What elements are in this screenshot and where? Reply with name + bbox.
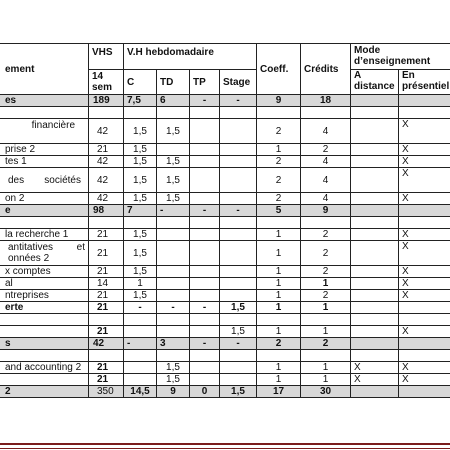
empty-cell bbox=[301, 314, 351, 326]
module-row bbox=[0, 290, 450, 302]
tp-cell bbox=[190, 119, 220, 144]
stage-cell: - bbox=[220, 338, 257, 350]
td-cell bbox=[157, 290, 190, 302]
credits-cell: 2 bbox=[301, 241, 351, 266]
credits-cell: 1 bbox=[301, 278, 351, 290]
td-cell bbox=[157, 326, 190, 338]
spacer-row bbox=[0, 217, 450, 229]
credits-cell: 2 bbox=[301, 144, 351, 156]
stage-cell bbox=[220, 229, 257, 241]
empty-cell bbox=[0, 107, 89, 119]
td-cell bbox=[157, 266, 190, 278]
c-cell bbox=[124, 362, 157, 374]
c-cell: 1,5 bbox=[124, 144, 157, 156]
coeff-cell: 1 bbox=[257, 362, 301, 374]
empty-cell bbox=[0, 350, 89, 362]
module-row bbox=[0, 193, 450, 205]
coeff-cell: 1 bbox=[257, 302, 301, 314]
module-label-line: antitatives et bbox=[8, 242, 85, 253]
module-label-line: onnées 2 bbox=[8, 253, 50, 264]
module-label bbox=[0, 326, 89, 338]
en-presentiel-cell: X bbox=[399, 290, 450, 302]
td-header: TD bbox=[157, 70, 190, 95]
stage-cell bbox=[220, 168, 257, 193]
mode-header: Mode d’enseignement bbox=[351, 44, 450, 70]
module-label: la recherche 1 bbox=[0, 229, 89, 241]
vhs-cell: 42 bbox=[89, 119, 124, 144]
empty-cell bbox=[220, 107, 257, 119]
stage-cell bbox=[220, 193, 257, 205]
coeff-cell: 1 bbox=[257, 374, 301, 386]
empty-cell bbox=[351, 107, 399, 119]
c-header: C bbox=[124, 70, 157, 95]
module-label-line: financière bbox=[31, 120, 75, 131]
tp-cell bbox=[190, 229, 220, 241]
empty-cell bbox=[301, 350, 351, 362]
module-row bbox=[0, 362, 450, 374]
c-cell: 1,5 bbox=[124, 119, 157, 144]
c-cell: 1,5 bbox=[124, 241, 157, 266]
spacer-row bbox=[0, 314, 450, 326]
a-distance-cell bbox=[351, 156, 399, 168]
stage-cell bbox=[220, 266, 257, 278]
credits-cell: 4 bbox=[301, 156, 351, 168]
coeff-cell: 2 bbox=[257, 338, 301, 350]
empty-cell bbox=[124, 314, 157, 326]
en-presentiel-cell: X bbox=[399, 119, 450, 144]
header-row-1 bbox=[0, 44, 450, 70]
stage-header: Stage bbox=[220, 70, 257, 95]
module-row bbox=[0, 144, 450, 156]
credits-cell: 1 bbox=[301, 374, 351, 386]
tp-cell bbox=[190, 326, 220, 338]
vhs-cell: 21 bbox=[89, 326, 124, 338]
a-distance-cell bbox=[351, 229, 399, 241]
en-presentiel-cell: X bbox=[399, 278, 450, 290]
tp-cell: - bbox=[190, 205, 220, 217]
en-presentiel-cell: X bbox=[399, 229, 450, 241]
empty-cell bbox=[124, 350, 157, 362]
en-presentiel-cell: X bbox=[399, 241, 450, 266]
c-cell bbox=[124, 374, 157, 386]
c-cell: - bbox=[124, 302, 157, 314]
stage-cell: 1,5 bbox=[220, 302, 257, 314]
stage-cell bbox=[220, 119, 257, 144]
tp-cell: - bbox=[190, 338, 220, 350]
td-cell: - bbox=[157, 205, 190, 217]
stage-cell: 1,5 bbox=[220, 386, 257, 398]
coeff-cell: 2 bbox=[257, 168, 301, 193]
vhs-cell: 21 bbox=[89, 362, 124, 374]
coeff-cell: 2 bbox=[257, 156, 301, 168]
vhs-cell: 21 bbox=[89, 144, 124, 156]
tp-cell: 0 bbox=[190, 386, 220, 398]
c-cell: 1,5 bbox=[124, 193, 157, 205]
credits-cell: 2 bbox=[301, 290, 351, 302]
tp-cell bbox=[190, 278, 220, 290]
empty-cell bbox=[0, 217, 89, 229]
module-row bbox=[0, 229, 450, 241]
a-distance-cell: X bbox=[351, 362, 399, 374]
td-cell bbox=[157, 144, 190, 156]
module-label: erte bbox=[0, 302, 89, 314]
vhs-cell: 42 bbox=[89, 168, 124, 193]
footer-rule bbox=[0, 443, 450, 445]
empty-cell bbox=[157, 217, 190, 229]
c-cell: 7,5 bbox=[124, 95, 157, 107]
module-row bbox=[0, 326, 450, 338]
empty-cell bbox=[351, 350, 399, 362]
tp-cell bbox=[190, 193, 220, 205]
unit-row bbox=[0, 95, 450, 107]
unit-row bbox=[0, 302, 450, 314]
td-cell: 9 bbox=[157, 386, 190, 398]
tp-cell bbox=[190, 241, 220, 266]
en-presentiel-cell: X bbox=[399, 144, 450, 156]
credits-cell: 4 bbox=[301, 193, 351, 205]
tp-cell: - bbox=[190, 95, 220, 107]
vhs-cell: 42 bbox=[89, 156, 124, 168]
a-distance-cell bbox=[351, 241, 399, 266]
module-label: ntreprises bbox=[0, 290, 89, 302]
footer-rule-thin bbox=[0, 448, 450, 449]
coeff-cell: 1 bbox=[257, 290, 301, 302]
coeff-header: Coeff. bbox=[257, 44, 301, 95]
empty-cell bbox=[89, 217, 124, 229]
module-label: and accounting 2 bbox=[0, 362, 89, 374]
vhs-cell: 189 bbox=[89, 95, 124, 107]
spacer-row bbox=[0, 350, 450, 362]
module-label: s bbox=[0, 338, 89, 350]
credits-cell: 1 bbox=[301, 302, 351, 314]
tp-cell bbox=[190, 362, 220, 374]
en-presentiel-cell: X bbox=[399, 156, 450, 168]
stage-cell: - bbox=[220, 205, 257, 217]
stage-cell bbox=[220, 144, 257, 156]
vhs-cell: 21 bbox=[89, 302, 124, 314]
credits-cell: 4 bbox=[301, 168, 351, 193]
tp-cell: - bbox=[190, 302, 220, 314]
c-cell: 1,5 bbox=[124, 168, 157, 193]
coeff-cell: 1 bbox=[257, 144, 301, 156]
coeff-cell: 1 bbox=[257, 266, 301, 278]
module-row bbox=[0, 168, 450, 193]
empty-cell bbox=[157, 107, 190, 119]
a-distance-cell bbox=[351, 302, 399, 314]
stage-cell: - bbox=[220, 95, 257, 107]
credits-cell: 4 bbox=[301, 119, 351, 144]
a-distance-cell bbox=[351, 326, 399, 338]
a-distance-cell bbox=[351, 386, 399, 398]
tp-cell bbox=[190, 266, 220, 278]
a-distance-cell bbox=[351, 95, 399, 107]
en-presentiel-header: En présentiel bbox=[399, 70, 450, 95]
a-distance-cell bbox=[351, 338, 399, 350]
credits-cell: 2 bbox=[301, 229, 351, 241]
coeff-cell: 2 bbox=[257, 119, 301, 144]
td-cell: 1,5 bbox=[157, 156, 190, 168]
empty-cell bbox=[257, 314, 301, 326]
module-label bbox=[0, 119, 89, 144]
empty-cell bbox=[190, 107, 220, 119]
td-cell: 1,5 bbox=[157, 119, 190, 144]
tp-header: TP bbox=[190, 70, 220, 95]
tp-cell bbox=[190, 168, 220, 193]
c-cell: 1,5 bbox=[124, 290, 157, 302]
td-cell: 1,5 bbox=[157, 193, 190, 205]
c-cell: 1 bbox=[124, 278, 157, 290]
coeff-cell: 9 bbox=[257, 95, 301, 107]
vhs-cell: 21 bbox=[89, 266, 124, 278]
empty-cell bbox=[89, 350, 124, 362]
empty-cell bbox=[301, 107, 351, 119]
vhs-cell: 21 bbox=[89, 290, 124, 302]
en-presentiel-cell: X bbox=[399, 326, 450, 338]
empty-cell bbox=[157, 314, 190, 326]
credits-cell: 1 bbox=[301, 362, 351, 374]
tp-cell bbox=[190, 374, 220, 386]
stage-cell bbox=[220, 362, 257, 374]
module-row bbox=[0, 156, 450, 168]
empty-cell bbox=[399, 107, 450, 119]
en-presentiel-cell: X bbox=[399, 374, 450, 386]
module-label bbox=[0, 168, 89, 193]
credits-cell: 2 bbox=[301, 338, 351, 350]
module-label: e bbox=[0, 205, 89, 217]
spacer-row bbox=[0, 107, 450, 119]
coeff-cell: 5 bbox=[257, 205, 301, 217]
stage-cell bbox=[220, 290, 257, 302]
a-distance-cell bbox=[351, 290, 399, 302]
module-row bbox=[0, 119, 450, 144]
stage-cell: 1,5 bbox=[220, 326, 257, 338]
module-label: tes 1 bbox=[0, 156, 89, 168]
module-label: es bbox=[0, 95, 89, 107]
vhs-cell: 21 bbox=[89, 229, 124, 241]
empty-cell bbox=[124, 217, 157, 229]
coeff-cell: 1 bbox=[257, 278, 301, 290]
vhs-cell: 42 bbox=[89, 193, 124, 205]
credits-cell: 2 bbox=[301, 266, 351, 278]
c-cell: 1,5 bbox=[124, 229, 157, 241]
empty-cell bbox=[399, 350, 450, 362]
empty-cell bbox=[220, 350, 257, 362]
empty-cell bbox=[89, 314, 124, 326]
tp-cell bbox=[190, 156, 220, 168]
td-cell: 6 bbox=[157, 95, 190, 107]
en-presentiel-cell bbox=[399, 386, 450, 398]
empty-cell bbox=[190, 314, 220, 326]
empty-cell bbox=[0, 314, 89, 326]
en-presentiel-cell: X bbox=[399, 193, 450, 205]
module-row bbox=[0, 278, 450, 290]
vhs-sub-header: 14 sem bbox=[89, 70, 124, 95]
a-distance-header: A distance bbox=[351, 70, 399, 95]
en-presentiel-cell bbox=[399, 205, 450, 217]
empty-cell bbox=[190, 217, 220, 229]
empty-cell bbox=[220, 314, 257, 326]
module-label: al bbox=[0, 278, 89, 290]
coeff-cell: 17 bbox=[257, 386, 301, 398]
td-cell: 1,5 bbox=[157, 362, 190, 374]
a-distance-cell: X bbox=[351, 374, 399, 386]
credits-header: Crédits bbox=[301, 44, 351, 95]
credits-cell: 30 bbox=[301, 386, 351, 398]
en-presentiel-cell bbox=[399, 95, 450, 107]
vhs-cell: 350 bbox=[89, 386, 124, 398]
empty-cell bbox=[190, 350, 220, 362]
coeff-cell: 2 bbox=[257, 193, 301, 205]
vhs-header: VHS bbox=[89, 44, 124, 70]
credits-cell: 18 bbox=[301, 95, 351, 107]
td-cell bbox=[157, 241, 190, 266]
empty-cell bbox=[124, 107, 157, 119]
total-row bbox=[0, 386, 450, 398]
a-distance-cell bbox=[351, 144, 399, 156]
a-distance-cell bbox=[351, 193, 399, 205]
module-row bbox=[0, 266, 450, 278]
a-distance-cell bbox=[351, 205, 399, 217]
stage-cell bbox=[220, 241, 257, 266]
credits-cell: 9 bbox=[301, 205, 351, 217]
vhs-cell: 42 bbox=[89, 338, 124, 350]
stage-cell bbox=[220, 374, 257, 386]
curriculum-table bbox=[0, 43, 450, 398]
vhs-cell: 14 bbox=[89, 278, 124, 290]
empty-cell bbox=[89, 107, 124, 119]
module-header: ement bbox=[0, 44, 89, 95]
module-row bbox=[0, 241, 450, 266]
tp-cell bbox=[190, 290, 220, 302]
td-cell: 1,5 bbox=[157, 374, 190, 386]
en-presentiel-cell: X bbox=[399, 168, 450, 193]
module-row bbox=[0, 374, 450, 386]
module-label bbox=[0, 374, 89, 386]
module-label-line: des sociétés bbox=[8, 174, 81, 186]
td-cell: 1,5 bbox=[157, 168, 190, 193]
module-label: 2 bbox=[0, 386, 89, 398]
en-presentiel-cell bbox=[399, 302, 450, 314]
coeff-cell: 1 bbox=[257, 241, 301, 266]
empty-cell bbox=[157, 350, 190, 362]
coeff-cell: 1 bbox=[257, 229, 301, 241]
empty-cell bbox=[301, 217, 351, 229]
vhs-cell: 21 bbox=[89, 241, 124, 266]
en-presentiel-cell: X bbox=[399, 266, 450, 278]
a-distance-cell bbox=[351, 119, 399, 144]
c-cell: 14,5 bbox=[124, 386, 157, 398]
empty-cell bbox=[351, 314, 399, 326]
td-cell: 3 bbox=[157, 338, 190, 350]
en-presentiel-cell bbox=[399, 338, 450, 350]
empty-cell bbox=[399, 314, 450, 326]
empty-cell bbox=[351, 217, 399, 229]
module-label: prise 2 bbox=[0, 144, 89, 156]
a-distance-cell bbox=[351, 266, 399, 278]
unit-row bbox=[0, 338, 450, 350]
c-cell: 1,5 bbox=[124, 156, 157, 168]
a-distance-cell bbox=[351, 278, 399, 290]
stage-cell bbox=[220, 156, 257, 168]
td-cell: - bbox=[157, 302, 190, 314]
empty-cell bbox=[257, 217, 301, 229]
empty-cell bbox=[257, 350, 301, 362]
vhs-cell: 98 bbox=[89, 205, 124, 217]
en-presentiel-cell: X bbox=[399, 362, 450, 374]
empty-cell bbox=[399, 217, 450, 229]
module-label bbox=[0, 241, 89, 266]
unit-row bbox=[0, 205, 450, 217]
tp-cell bbox=[190, 144, 220, 156]
c-cell: 1,5 bbox=[124, 266, 157, 278]
stage-cell bbox=[220, 278, 257, 290]
credits-cell: 1 bbox=[301, 326, 351, 338]
vhs-cell: 21 bbox=[89, 374, 124, 386]
a-distance-cell bbox=[351, 168, 399, 193]
c-cell: - bbox=[124, 338, 157, 350]
td-cell bbox=[157, 278, 190, 290]
empty-cell bbox=[257, 107, 301, 119]
module-label: on 2 bbox=[0, 193, 89, 205]
c-cell: 7 bbox=[124, 205, 157, 217]
empty-cell bbox=[220, 217, 257, 229]
td-cell bbox=[157, 229, 190, 241]
module-label: x comptes bbox=[0, 266, 89, 278]
vh-hebdo-header: V.H hebdomadaire bbox=[124, 44, 257, 70]
coeff-cell: 1 bbox=[257, 326, 301, 338]
c-cell bbox=[124, 326, 157, 338]
